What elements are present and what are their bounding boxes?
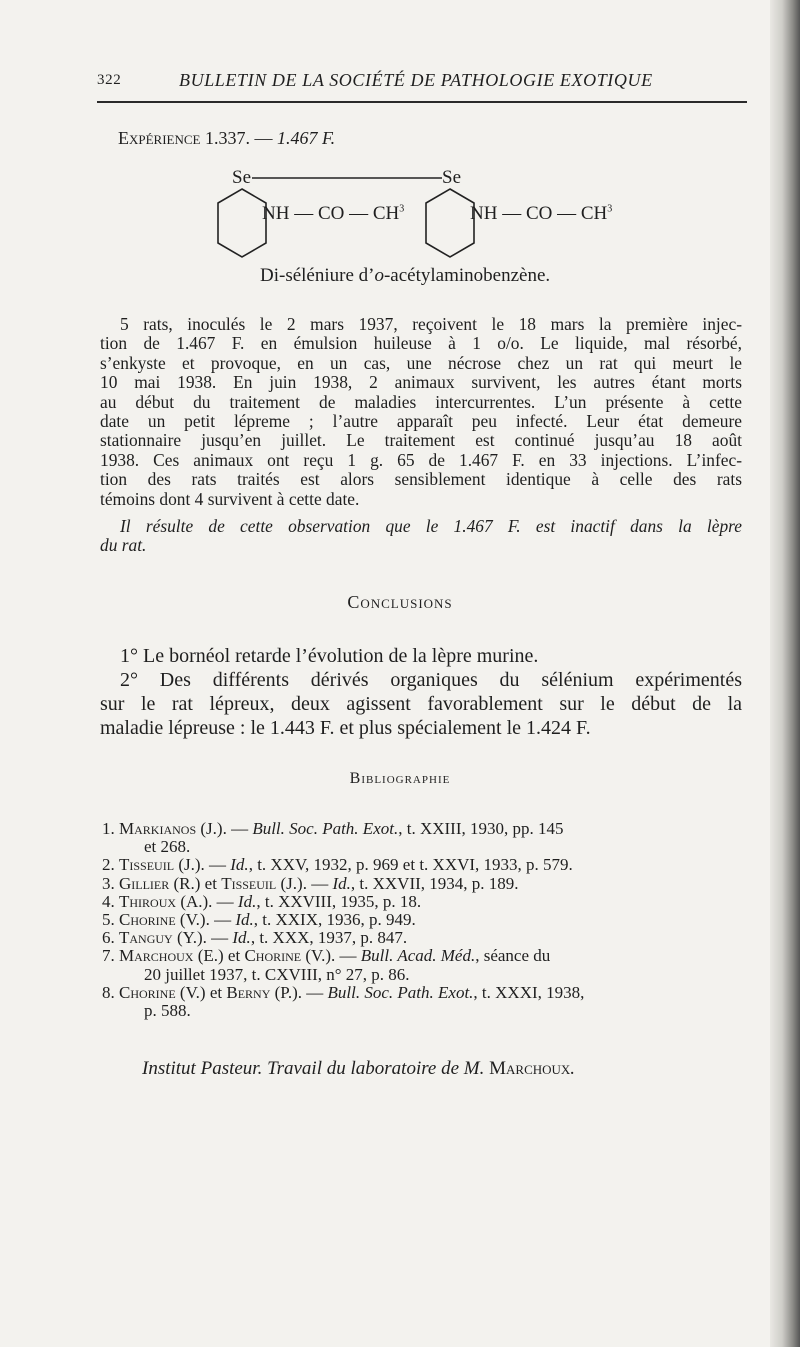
bibliography-entry-1-continued: et 268. bbox=[144, 837, 191, 857]
conclusions-list bbox=[100, 644, 742, 740]
chemical-formula bbox=[210, 165, 630, 285]
experiment-paragraph-line-7: stationnaire jusqu’en juillet. Le traitement est continué jusqu’au 18 août bbox=[100, 430, 742, 451]
bibliography-entry-8-continued: p. 588. bbox=[144, 1001, 191, 1021]
page-spine-shadow bbox=[770, 0, 800, 1347]
experiment-dash: — bbox=[254, 128, 273, 148]
conclusion-line-4: maladie lépreuse : le 1.443 F. et plus spécialement le 1.424 F. bbox=[100, 717, 591, 739]
bibliography-entry-4: 4. Thiroux (A.). — Id., t. XXVIII, 1935, p. 18. bbox=[102, 891, 422, 911]
result-paragraph-line-2: du rat. bbox=[100, 535, 147, 556]
bibliography-entry-5: 5. Chorine (V.). — Id., t. XXIX, 1936, p. 949. bbox=[102, 910, 416, 930]
bibliography-entry-8: 8. Chorine (V.) et Berny (P.). — Bull. Soc. Path. Exot., t. XXXI, 1938, bbox=[102, 982, 585, 1002]
experiment-paragraph-line-6: date un petit lépreme ; l’autre apparaît peu infecté. Leur état demeure bbox=[100, 411, 742, 432]
benzene-ring-left bbox=[218, 189, 266, 257]
group-right: NH — CO — $CH^3$ bbox=[470, 203, 613, 224]
compound-name: Di-séléniure d’o-acétylaminobenzène. bbox=[260, 265, 551, 286]
bibliography-title: Bibliographie bbox=[349, 770, 451, 787]
journal-title: BULLETIN DE LA SOCIÉTÉ DE PATHOLOGIE EXOTIQUE bbox=[179, 70, 653, 90]
conclusion-line-1: 1° Le bornéol retarde l’évolution de la lèpre murine. bbox=[120, 645, 539, 667]
se-left: Se bbox=[232, 167, 251, 188]
experiment-paragraph-line-10: témoins dont 4 survivent à cette date. bbox=[100, 488, 360, 509]
bibliography-entry-2: 2. Tisseuil (J.). — Id., t. XXV, 1932, p. 969 et t. XXVI, 1933, p. 579. bbox=[102, 855, 573, 875]
bibliography-entry-3: 3. Gillier (R.) et Tisseuil (J.). — Id., t. XXVII, 1934, p. 189. bbox=[102, 873, 519, 893]
bibliography-entry-7-continued: 20 juillet 1937, t. CXVIII, n° 27, p. 86. bbox=[144, 964, 410, 984]
bibliography-list bbox=[102, 820, 742, 1020]
experiment-paragraph-line-1: 5 rats, inoculés le 2 mars 1937, reçoivent le 18 mars la première injec- bbox=[120, 314, 742, 334]
experiment-paragraph-line-3: s’enkyste et provoque, en un cas, une nécrose chez un rat qui meurt le bbox=[100, 352, 742, 373]
experiment-paragraph-line-5: au début du traitement de maladies intercurrentes. L’un présente à cette bbox=[100, 391, 742, 412]
page-number: 322 bbox=[97, 72, 122, 88]
se-right: Se bbox=[442, 167, 461, 188]
experiment-number: 1.337. bbox=[205, 128, 250, 148]
header-rule bbox=[97, 101, 747, 103]
result-paragraph-line-1: Il résulte de cette observation que le 1.467 F. est inactif dans la lèpre bbox=[120, 516, 742, 536]
experiment-label: Expérience bbox=[118, 128, 201, 148]
conclusions-title: Conclusions bbox=[347, 592, 453, 612]
bibliography-entry-7: 7. Marchoux (E.) et Chorine (V.). — Bull. Acad. Méd., séance du bbox=[102, 946, 551, 966]
bibliography-entry-1: 1. Markianos (J.). — Bull. Soc. Path. Exot., t. XXIII, 1930, pp. 145 bbox=[102, 819, 564, 838]
experiment-heading bbox=[118, 128, 335, 149]
experiment-paragraph-line-8: 1938. Ces animaux ont reçu 1 g. 65 de 1.467 F. en 33 injections. L’infec- bbox=[100, 449, 742, 470]
experiment-paragraph-line-4: 10 mai 1938. En juin 1938, 2 animaux survivent, les autres étant morts bbox=[100, 372, 742, 393]
bibliography-entry-6: 6. Tanguy (Y.). — Id., t. XXX, 1937, p. 847. bbox=[102, 928, 408, 948]
footer-attribution: Institut Pasteur. Travail du laboratoire de M. Marchoux. bbox=[142, 1058, 576, 1079]
benzene-ring-right bbox=[426, 189, 474, 257]
experiment-paragraph bbox=[100, 315, 742, 509]
conclusion-line-2: 2° Des différents dérivés organiques du sélénium expérimentés bbox=[120, 669, 742, 691]
result-paragraph bbox=[100, 517, 742, 556]
group-left: NH — CO — $CH^3$ bbox=[262, 203, 405, 224]
conclusion-line-3: sur le rat lépreux, deux agissent favorablement sur le début de la bbox=[100, 693, 742, 715]
experiment-paragraph-line-9: tion des rats traités est alors sensiblement identique à celle des rats bbox=[100, 469, 742, 490]
experiment-paragraph-line-2: tion de 1.467 F. en émulsion huileuse à 1 o/o. Le liquide, mal résorbé, bbox=[100, 333, 742, 354]
experiment-compound: 1.467 F. bbox=[277, 128, 336, 148]
